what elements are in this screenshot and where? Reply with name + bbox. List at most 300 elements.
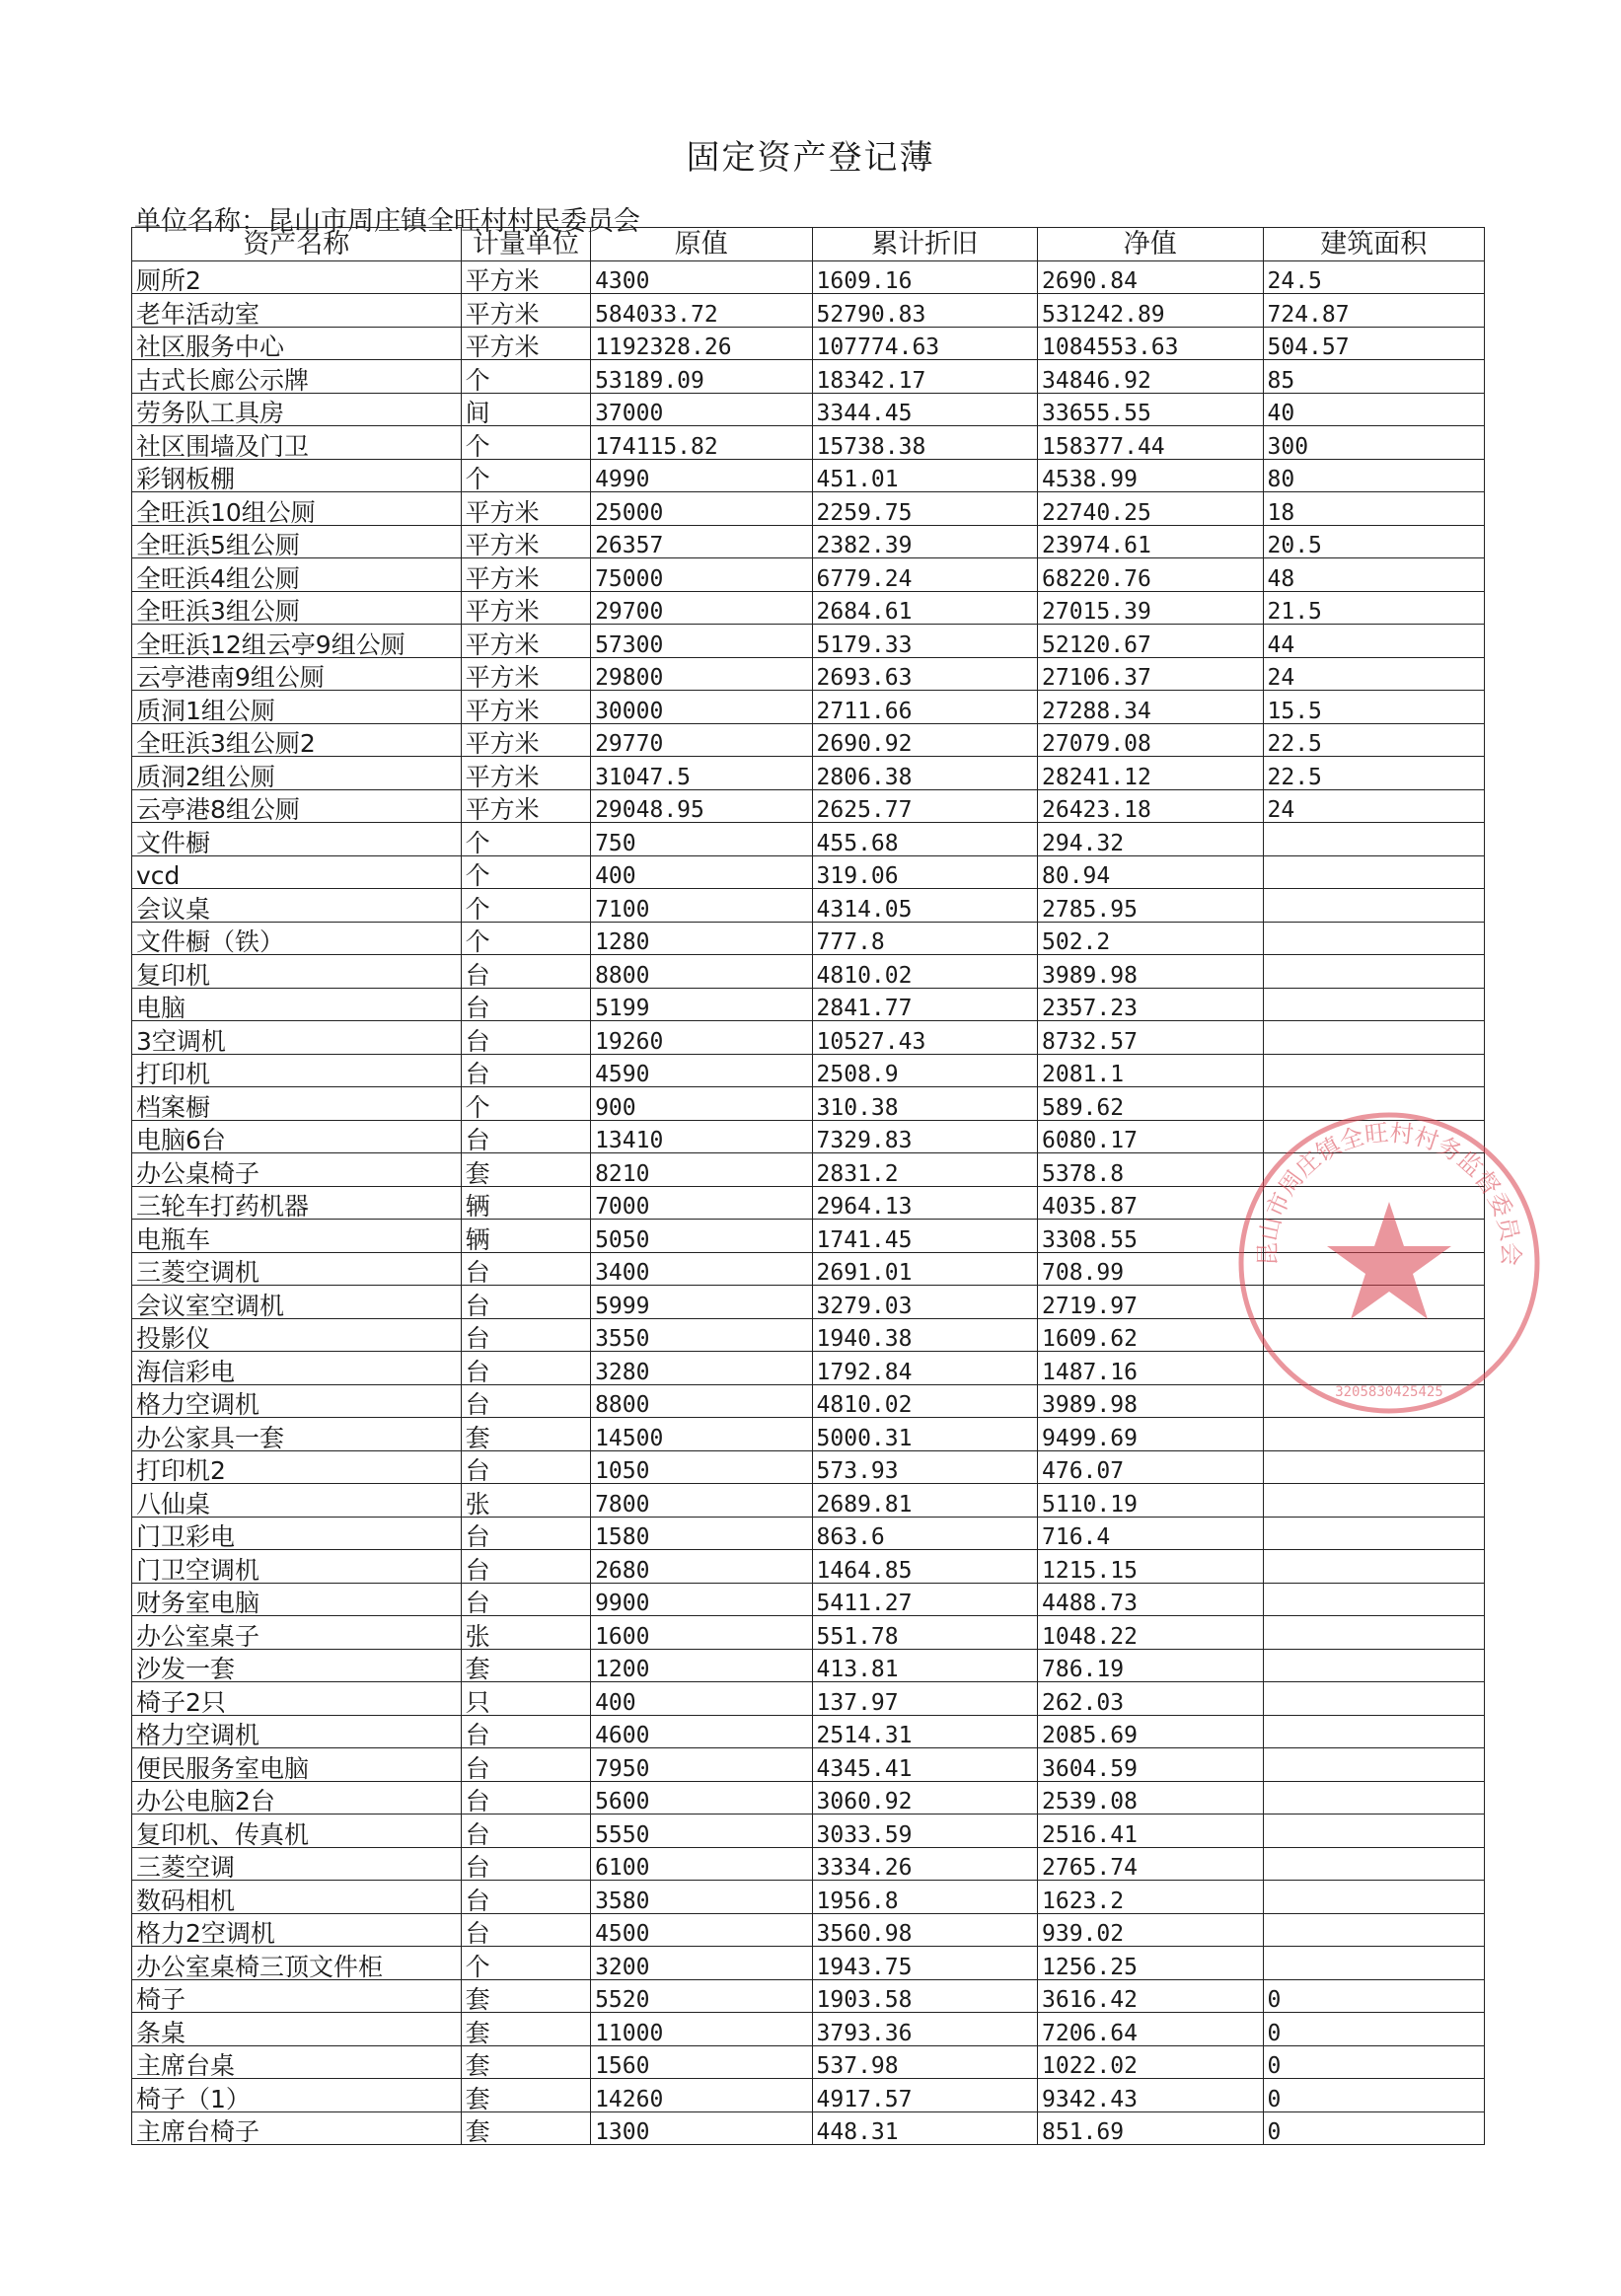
- floor-area-cell: 22.5: [1263, 757, 1485, 790]
- accumulated-depreciation-cell: 2841.77: [812, 988, 1037, 1021]
- asset-name-cell: 电脑: [132, 988, 462, 1021]
- floor-area-cell: [1263, 1220, 1485, 1253]
- accumulated-depreciation-cell: 6779.24: [812, 558, 1037, 592]
- unit-cell: 套: [461, 2013, 590, 2046]
- floor-area-cell: [1263, 1815, 1485, 1848]
- unit-cell: 台: [461, 955, 590, 989]
- table-row: [132, 1913, 1485, 1947]
- original-value-cell: 19260: [591, 1021, 812, 1055]
- asset-name-cell: 彩钢板棚: [132, 459, 462, 492]
- asset-name-cell: 云亭港南9组公厕: [132, 657, 462, 691]
- table-row: [132, 657, 1485, 691]
- unit-cell: 间: [461, 393, 590, 426]
- net-value-cell: 27015.39: [1038, 591, 1263, 625]
- seal-number: 3205830425425: [1335, 1384, 1443, 1400]
- accumulated-depreciation-cell: 2689.81: [812, 1484, 1037, 1518]
- unit-cell: 张: [461, 1484, 590, 1518]
- asset-name-cell: 三菱空调: [132, 1847, 462, 1881]
- unit-cell: 台: [461, 988, 590, 1021]
- accumulated-depreciation-cell: 4345.41: [812, 1748, 1037, 1782]
- accumulated-depreciation-cell: 4810.02: [812, 955, 1037, 989]
- accumulated-depreciation-cell: 3033.59: [812, 1815, 1037, 1848]
- asset-name-cell: 办公电脑2台: [132, 1781, 462, 1815]
- unit-cell: 张: [461, 1616, 590, 1650]
- floor-area-cell: 0: [1263, 1979, 1485, 2013]
- original-value-cell: 3280: [591, 1352, 812, 1385]
- unit-cell: 个: [461, 855, 590, 889]
- original-value-cell: 5600: [591, 1781, 812, 1815]
- asset-name-cell: 质洞2组公厕: [132, 757, 462, 790]
- original-value-cell: 57300: [591, 625, 812, 658]
- accumulated-depreciation-cell: 3334.26: [812, 1847, 1037, 1881]
- table-row: [132, 1087, 1485, 1121]
- original-value-cell: 14500: [591, 1418, 812, 1451]
- accumulated-depreciation-cell: 10527.43: [812, 1021, 1037, 1055]
- asset-name-cell: 门卫空调机: [132, 1550, 462, 1584]
- original-value-cell: 5199: [591, 988, 812, 1021]
- net-value-cell: 158377.44: [1038, 426, 1263, 460]
- accumulated-depreciation-cell: 4917.57: [812, 2079, 1037, 2112]
- table-row: [132, 1583, 1485, 1616]
- asset-name-cell: 文件橱（铁）: [132, 922, 462, 955]
- floor-area-cell: [1263, 988, 1485, 1021]
- asset-name-cell: 条桌: [132, 2013, 462, 2046]
- unit-cell: 个: [461, 823, 590, 856]
- accumulated-depreciation-cell: 2691.01: [812, 1252, 1037, 1286]
- unit-cell: 套: [461, 2079, 590, 2112]
- original-value-cell: 8800: [591, 955, 812, 989]
- original-value-cell: 7950: [591, 1748, 812, 1782]
- floor-area-cell: 24.5: [1263, 260, 1485, 294]
- table-row: [132, 625, 1485, 658]
- net-value-cell: 27079.08: [1038, 723, 1263, 757]
- net-value-cell: 3616.42: [1038, 1979, 1263, 2013]
- table-row: [132, 1715, 1485, 1748]
- original-value-cell: 8210: [591, 1153, 812, 1187]
- table-row: [132, 823, 1485, 856]
- original-value-cell: 31047.5: [591, 757, 812, 790]
- floor-area-cell: [1263, 1913, 1485, 1947]
- unit-cell: 个: [461, 1087, 590, 1121]
- asset-name-cell: 数码相机: [132, 1881, 462, 1914]
- net-value-cell: 262.03: [1038, 1682, 1263, 1716]
- unit-cell: 套: [461, 2111, 590, 2145]
- asset-name-cell: 社区服务中心: [132, 327, 462, 360]
- accumulated-depreciation-cell: 5411.27: [812, 1583, 1037, 1616]
- accumulated-depreciation-cell: 137.97: [812, 1682, 1037, 1716]
- table-row: [132, 1021, 1485, 1055]
- asset-name-cell: 三菱空调机: [132, 1252, 462, 1286]
- asset-name-cell: 主席台桌: [132, 2045, 462, 2079]
- floor-area-cell: [1263, 1649, 1485, 1682]
- net-value-cell: 8732.57: [1038, 1021, 1263, 1055]
- table-row: [132, 1847, 1485, 1881]
- table-row: [132, 1616, 1485, 1650]
- accumulated-depreciation-cell: 3560.98: [812, 1913, 1037, 1947]
- table-row: [132, 1153, 1485, 1187]
- unit-cell: 台: [461, 1748, 590, 1782]
- floor-area-cell: 80: [1263, 459, 1485, 492]
- original-value-cell: 5999: [591, 1286, 812, 1319]
- floor-area-cell: 48: [1263, 558, 1485, 592]
- accumulated-depreciation-cell: 1741.45: [812, 1220, 1037, 1253]
- asset-name-cell: 沙发一套: [132, 1649, 462, 1682]
- original-value-cell: 29700: [591, 591, 812, 625]
- table-row: [132, 757, 1485, 790]
- floor-area-cell: [1263, 1120, 1485, 1153]
- floor-area-cell: [1263, 1484, 1485, 1518]
- net-value-cell: 27106.37: [1038, 657, 1263, 691]
- floor-area-cell: 21.5: [1263, 591, 1485, 625]
- accumulated-depreciation-cell: 2382.39: [812, 525, 1037, 558]
- original-value-cell: 5550: [591, 1815, 812, 1848]
- accumulated-depreciation-cell: 537.98: [812, 2045, 1037, 2079]
- unit-cell: 辆: [461, 1220, 590, 1253]
- original-value-cell: 5520: [591, 1979, 812, 2013]
- table-row: [132, 558, 1485, 592]
- original-value-cell: 53189.09: [591, 360, 812, 394]
- net-value-cell: 23974.61: [1038, 525, 1263, 558]
- floor-area-cell: [1263, 1252, 1485, 1286]
- accumulated-depreciation-cell: 1464.85: [812, 1550, 1037, 1584]
- table-row: [132, 1517, 1485, 1550]
- net-value-cell: 6080.17: [1038, 1120, 1263, 1153]
- floor-area-cell: 18: [1263, 492, 1485, 526]
- net-value-cell: 2539.08: [1038, 1781, 1263, 1815]
- table-row: [132, 327, 1485, 360]
- floor-area-cell: [1263, 1021, 1485, 1055]
- unit-cell: 台: [461, 1815, 590, 1848]
- floor-area-cell: [1263, 1286, 1485, 1319]
- net-value-cell: 3604.59: [1038, 1748, 1263, 1782]
- unit-cell: 个: [461, 1947, 590, 1980]
- original-value-cell: 14260: [591, 2079, 812, 2112]
- unit-cell: 个: [461, 360, 590, 394]
- asset-name-cell: 打印机2: [132, 1450, 462, 1484]
- table-row: [132, 723, 1485, 757]
- original-value-cell: 1580: [591, 1517, 812, 1550]
- table-row: [132, 855, 1485, 889]
- accumulated-depreciation-cell: 52790.83: [812, 294, 1037, 328]
- seal-text: 昆山市周庄镇全旺村村务监督委员会: [1253, 1118, 1525, 1266]
- unit-cell: 台: [461, 1781, 590, 1815]
- floor-area-cell: 300: [1263, 426, 1485, 460]
- column-header-original-value: 原值: [591, 228, 812, 261]
- table-row: [132, 1450, 1485, 1484]
- unit-cell: 台: [461, 1021, 590, 1055]
- unit-cell: 台: [461, 1450, 590, 1484]
- floor-area-cell: 40: [1263, 393, 1485, 426]
- table-row: [132, 294, 1485, 328]
- net-value-cell: 4488.73: [1038, 1583, 1263, 1616]
- net-value-cell: 531242.89: [1038, 294, 1263, 328]
- original-value-cell: 3400: [591, 1252, 812, 1286]
- original-value-cell: 174115.82: [591, 426, 812, 460]
- accumulated-depreciation-cell: 3793.36: [812, 2013, 1037, 2046]
- table-row: [132, 426, 1485, 460]
- accumulated-depreciation-cell: 3060.92: [812, 1781, 1037, 1815]
- accumulated-depreciation-cell: 455.68: [812, 823, 1037, 856]
- accumulated-depreciation-cell: 2690.92: [812, 723, 1037, 757]
- net-value-cell: 1022.02: [1038, 2045, 1263, 2079]
- table-row: [132, 1815, 1485, 1848]
- unit-cell: 台: [461, 1384, 590, 1418]
- net-value-cell: 3308.55: [1038, 1220, 1263, 1253]
- original-value-cell: 400: [591, 855, 812, 889]
- table-row: [132, 955, 1485, 989]
- accumulated-depreciation-cell: 2806.38: [812, 757, 1037, 790]
- table-row: [132, 988, 1485, 1021]
- unit-cell: 台: [461, 1054, 590, 1087]
- floor-area-cell: [1263, 1418, 1485, 1451]
- asset-name-cell: 复印机、传真机: [132, 1815, 462, 1848]
- table-row: [132, 889, 1485, 923]
- net-value-cell: 22740.25: [1038, 492, 1263, 526]
- floor-area-cell: [1263, 1054, 1485, 1087]
- asset-name-cell: 会议室空调机: [132, 1286, 462, 1319]
- net-value-cell: 476.07: [1038, 1450, 1263, 1484]
- net-value-cell: 1609.62: [1038, 1318, 1263, 1352]
- asset-name-cell: 格力2空调机: [132, 1913, 462, 1947]
- asset-name-cell: 海信彩电: [132, 1352, 462, 1385]
- accumulated-depreciation-cell: 573.93: [812, 1450, 1037, 1484]
- asset-name-cell: 厕所2: [132, 260, 462, 294]
- accumulated-depreciation-cell: 1903.58: [812, 1979, 1037, 2013]
- floor-area-cell: 504.57: [1263, 327, 1485, 360]
- column-header-floor-area: 建筑面积: [1263, 228, 1485, 261]
- table-row: [132, 459, 1485, 492]
- floor-area-cell: 44: [1263, 625, 1485, 658]
- original-value-cell: 29048.95: [591, 789, 812, 823]
- unit-cell: 个: [461, 426, 590, 460]
- table-row: [132, 1947, 1485, 1980]
- original-value-cell: 4300: [591, 260, 812, 294]
- net-value-cell: 5110.19: [1038, 1484, 1263, 1518]
- net-value-cell: 28241.12: [1038, 757, 1263, 790]
- table-row: [132, 2013, 1485, 2046]
- net-value-cell: 68220.76: [1038, 558, 1263, 592]
- accumulated-depreciation-cell: 1943.75: [812, 1947, 1037, 1980]
- column-header-accumulated-depreciation: 累计折旧: [812, 228, 1037, 261]
- unit-cell: 台: [461, 1286, 590, 1319]
- floor-area-cell: [1263, 1583, 1485, 1616]
- unit-cell: 台: [461, 1352, 590, 1385]
- net-value-cell: 34846.92: [1038, 360, 1263, 394]
- floor-area-cell: [1263, 1947, 1485, 1980]
- floor-area-cell: 0: [1263, 2013, 1485, 2046]
- floor-area-cell: [1263, 1153, 1485, 1187]
- unit-cell: 平方米: [461, 260, 590, 294]
- floor-area-cell: [1263, 823, 1485, 856]
- original-value-cell: 584033.72: [591, 294, 812, 328]
- accumulated-depreciation-cell: 18342.17: [812, 360, 1037, 394]
- original-value-cell: 4990: [591, 459, 812, 492]
- accumulated-depreciation-cell: 2693.63: [812, 657, 1037, 691]
- table-row: [132, 1384, 1485, 1418]
- net-value-cell: 1487.16: [1038, 1352, 1263, 1385]
- net-value-cell: 1084553.63: [1038, 327, 1263, 360]
- asset-name-cell: 劳务队工具房: [132, 393, 462, 426]
- asset-name-cell: 椅子2只: [132, 1682, 462, 1716]
- net-value-cell: 851.69: [1038, 2111, 1263, 2145]
- unit-cell: 平方米: [461, 657, 590, 691]
- asset-name-cell: 格力空调机: [132, 1715, 462, 1748]
- asset-name-cell: 全旺浜3组公厕: [132, 591, 462, 625]
- net-value-cell: 4035.87: [1038, 1186, 1263, 1220]
- net-value-cell: 589.62: [1038, 1087, 1263, 1121]
- table-row: [132, 1881, 1485, 1914]
- original-value-cell: 9900: [591, 1583, 812, 1616]
- accumulated-depreciation-cell: 451.01: [812, 459, 1037, 492]
- table-row: [132, 1220, 1485, 1253]
- asset-name-cell: 电脑6台: [132, 1120, 462, 1153]
- accumulated-depreciation-cell: 2625.77: [812, 789, 1037, 823]
- accumulated-depreciation-cell: 2684.61: [812, 591, 1037, 625]
- asset-name-cell: 椅子: [132, 1979, 462, 2013]
- accumulated-depreciation-cell: 7329.83: [812, 1120, 1037, 1153]
- unit-cell: 台: [461, 1583, 590, 1616]
- net-value-cell: 80.94: [1038, 855, 1263, 889]
- table-row: [132, 1318, 1485, 1352]
- asset-name-cell: 复印机: [132, 955, 462, 989]
- floor-area-cell: [1263, 1748, 1485, 1782]
- net-value-cell: 9342.43: [1038, 2079, 1263, 2112]
- asset-name-cell: 三轮车打药机器: [132, 1186, 462, 1220]
- table-row: [132, 1979, 1485, 2013]
- asset-name-cell: 电瓶车: [132, 1220, 462, 1253]
- unit-cell: 台: [461, 1318, 590, 1352]
- original-value-cell: 1200: [591, 1649, 812, 1682]
- asset-name-cell: 老年活动室: [132, 294, 462, 328]
- unit-cell: 个: [461, 922, 590, 955]
- net-value-cell: 2085.69: [1038, 1715, 1263, 1748]
- floor-area-cell: 0: [1263, 2045, 1485, 2079]
- net-value-cell: 1623.2: [1038, 1881, 1263, 1914]
- table-row: [132, 2045, 1485, 2079]
- unit-cell: 平方米: [461, 558, 590, 592]
- unit-cell: 平方米: [461, 294, 590, 328]
- accumulated-depreciation-cell: 3279.03: [812, 1286, 1037, 1319]
- original-value-cell: 25000: [591, 492, 812, 526]
- net-value-cell: 2357.23: [1038, 988, 1263, 1021]
- net-value-cell: 52120.67: [1038, 625, 1263, 658]
- floor-area-cell: [1263, 955, 1485, 989]
- table-row: [132, 1186, 1485, 1220]
- accumulated-depreciation-cell: 413.81: [812, 1649, 1037, 1682]
- floor-area-cell: [1263, 922, 1485, 955]
- net-value-cell: 2765.74: [1038, 1847, 1263, 1881]
- net-value-cell: 2785.95: [1038, 889, 1263, 923]
- floor-area-cell: 0: [1263, 2111, 1485, 2145]
- original-value-cell: 26357: [591, 525, 812, 558]
- original-value-cell: 3550: [591, 1318, 812, 1352]
- table-row: [132, 1649, 1485, 1682]
- asset-register-table: [131, 227, 1485, 2145]
- accumulated-depreciation-cell: 4810.02: [812, 1384, 1037, 1418]
- table-row: [132, 1781, 1485, 1815]
- accumulated-depreciation-cell: 2711.66: [812, 691, 1037, 724]
- unit-cell: 套: [461, 2045, 590, 2079]
- net-value-cell: 7206.64: [1038, 2013, 1263, 2046]
- table-row: [132, 591, 1485, 625]
- accumulated-depreciation-cell: 1792.84: [812, 1352, 1037, 1385]
- net-value-cell: 1048.22: [1038, 1616, 1263, 1650]
- unit-cell: 套: [461, 1979, 590, 2013]
- net-value-cell: 2719.97: [1038, 1286, 1263, 1319]
- original-value-cell: 37000: [591, 393, 812, 426]
- floor-area-cell: [1263, 1881, 1485, 1914]
- net-value-cell: 33655.55: [1038, 393, 1263, 426]
- original-value-cell: 750: [591, 823, 812, 856]
- asset-name-cell: 会议桌: [132, 889, 462, 923]
- floor-area-cell: [1263, 1550, 1485, 1584]
- accumulated-depreciation-cell: 863.6: [812, 1517, 1037, 1550]
- original-value-cell: 900: [591, 1087, 812, 1121]
- unit-cell: 个: [461, 459, 590, 492]
- original-value-cell: 5050: [591, 1220, 812, 1253]
- asset-name-cell: 全旺浜12组云亭9组公厕: [132, 625, 462, 658]
- accumulated-depreciation-cell: 3344.45: [812, 393, 1037, 426]
- net-value-cell: 3989.98: [1038, 955, 1263, 989]
- net-value-cell: 9499.69: [1038, 1418, 1263, 1451]
- accumulated-depreciation-cell: 5179.33: [812, 625, 1037, 658]
- accumulated-depreciation-cell: 4314.05: [812, 889, 1037, 923]
- net-value-cell: 939.02: [1038, 1913, 1263, 1947]
- asset-name-cell: 格力空调机: [132, 1384, 462, 1418]
- floor-area-cell: 22.5: [1263, 723, 1485, 757]
- floor-area-cell: [1263, 1352, 1485, 1385]
- floor-area-cell: [1263, 1715, 1485, 1748]
- accumulated-depreciation-cell: 1940.38: [812, 1318, 1037, 1352]
- table-row: [132, 1352, 1485, 1385]
- unit-cell: 台: [461, 1252, 590, 1286]
- accumulated-depreciation-cell: 5000.31: [812, 1418, 1037, 1451]
- table-header-row: [132, 228, 1485, 261]
- floor-area-cell: 24: [1263, 657, 1485, 691]
- accumulated-depreciation-cell: 107774.63: [812, 327, 1037, 360]
- floor-area-cell: 0: [1263, 2079, 1485, 2112]
- unit-cell: 台: [461, 1120, 590, 1153]
- unit-cell: 套: [461, 1418, 590, 1451]
- table-row: [132, 393, 1485, 426]
- unit-cell: 套: [461, 1153, 590, 1187]
- unit-cell: 平方米: [461, 525, 590, 558]
- original-value-cell: 1600: [591, 1616, 812, 1650]
- original-value-cell: 400: [591, 1682, 812, 1716]
- unit-cell: 平方米: [461, 691, 590, 724]
- asset-name-cell: 办公室桌子: [132, 1616, 462, 1650]
- floor-area-cell: [1263, 1682, 1485, 1716]
- unit-cell: 只: [461, 1682, 590, 1716]
- net-value-cell: 502.2: [1038, 922, 1263, 955]
- accumulated-depreciation-cell: 551.78: [812, 1616, 1037, 1650]
- net-value-cell: 27288.34: [1038, 691, 1263, 724]
- column-header-asset-name: 资产名称: [132, 228, 462, 261]
- unit-cell: 套: [461, 1649, 590, 1682]
- net-value-cell: 716.4: [1038, 1517, 1263, 1550]
- net-value-cell: 294.32: [1038, 823, 1263, 856]
- original-value-cell: 8800: [591, 1384, 812, 1418]
- table-row: [132, 789, 1485, 823]
- net-value-cell: 2516.41: [1038, 1815, 1263, 1848]
- asset-name-cell: 椅子（1）: [132, 2079, 462, 2112]
- original-value-cell: 11000: [591, 2013, 812, 2046]
- floor-area-cell: 724.87: [1263, 294, 1485, 328]
- original-value-cell: 7000: [591, 1186, 812, 1220]
- original-value-cell: 75000: [591, 558, 812, 592]
- floor-area-cell: 15.5: [1263, 691, 1485, 724]
- net-value-cell: 786.19: [1038, 1649, 1263, 1682]
